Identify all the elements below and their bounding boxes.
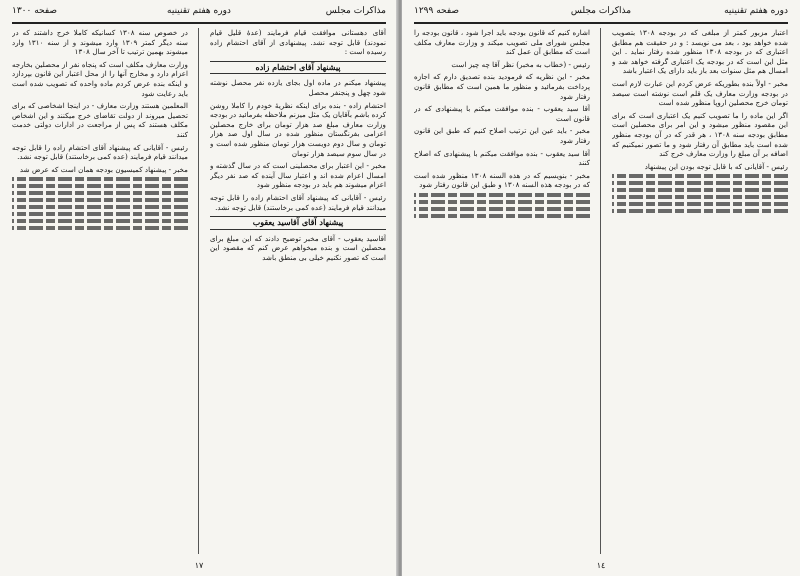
text-filler <box>414 207 590 211</box>
text-filler <box>612 202 788 206</box>
paragraph: مخبر - پیشنهاد کمیسیون بودجه همان است که عرض شد <box>19 164 188 174</box>
text-filler <box>12 198 188 202</box>
header-session: دوره هفتم تقنینیه <box>724 6 788 16</box>
paragraph: رئیس - آقایانی که با قابل توجه بودن این پیشنهاد <box>644 161 788 171</box>
paragraph: مخبر - بنویسیم که در هذه السنه ۱۳۰۸ منظور شده است که در بودجه هذه السنه ۱۳۰۸ و طبق این قانون رفتار شود <box>414 170 590 190</box>
paragraph: در خصوص سنه ۱۳۰۸ کسانیکه کاملا خرج داشتند که در سنه دیگر کمتر ۱۳۰۹ وارد میشوند و از سنه ۱۳۱۰ وارد میشوند بهمین ترتیب تا آخر سال ۱۳۰۸ <box>12 28 188 57</box>
paragraph: رئیس - آقایانی که پیشنهاد آقای احتشام زاده را قابل توجه میدانند قیام فرمایند (عده کمی برخاستند) قابل توجه نشد. <box>12 142 188 162</box>
paragraph: آقا سید یعقوب - بنده موافقت میکنم با پیشنهادی که در قانون است <box>414 104 590 123</box>
paragraph: مخبر - اولاً بنده بطوریکه عرض کردم این عبارت لازم است در بودجه وزارت معارف یک قلم است نوشته است سیصد تومان خرج محصلین اروپا منظور شده است <box>612 78 788 108</box>
left-page-column-left <box>12 28 188 554</box>
text-filler <box>612 188 788 192</box>
paragraph: المعلمین هستند وزارت معارف - در اینجا اشخاصی که برای تحصیل میروند از دولت تقاضای خرج میکنند و این اشخاص مکلف هستند که پس از مراجعت در ادارات دولتی خدمت کنند <box>12 101 188 139</box>
header-journal: مذاكرات مجلس <box>325 6 386 16</box>
paragraph: آقاسید یعقوب - آقای مخبر توضیح دادند که این مبلغ برای محصلین است و بنده میخواهم عرض کنم که مقصود این است که تصور نکنیم خیلی بی منطق باشد <box>210 233 386 262</box>
text-filler <box>612 174 788 178</box>
paragraph: رئیس - (خطاب به مخبر) نظر آقا چه چیز است <box>451 59 590 69</box>
paragraph: مخبر - باید عین این ترتیب اصلاح کنیم که طبق این قانون رفتار شود <box>414 126 590 145</box>
header-session: دوره هفتم تقنينيه <box>167 6 231 16</box>
left-page <box>0 0 398 576</box>
header-rule <box>414 22 788 24</box>
paragraph: آقای دهستانی موافقت قیام فرمایند (عدهٔ قلیل قیام نمودند) قابل توجه نشد. پیشنهادی از آقای احتشام زاده رسیده است : <box>210 28 386 57</box>
right-page-column-right <box>612 28 788 554</box>
text-filler <box>612 195 788 199</box>
text-filler <box>612 181 788 185</box>
column-divider <box>198 28 199 554</box>
paragraph: اعتبار مزبور کمتر از مبلغی که در بودجه ۱۳۰۸ بتصویب شده خواهد بود ، بعد می نویسد : و در حقیقت هم مطابق اعتباری که در بودجه ۱۳۰۸ منظور شده رفتار نماید . این مثل این است که در بودجه یک اعتباری گرفته خواهد شد و امسال هم مثل سنوات بعد باز باید دارای یک اعتبار باشد <box>612 28 788 76</box>
right-page-header <box>414 6 788 22</box>
section-heading: پیشنهاد آقای احتشام زاده <box>210 61 386 75</box>
text-filler <box>12 191 188 195</box>
header-rule <box>12 22 386 24</box>
paragraph: اشاره کنیم که قانون بودجه باید اجرا شود ، قانون بودجه را مجلس شورای ملی تصویب میکند و وزارت معارف مکلف است که مطابق آن عمل کند <box>414 28 590 57</box>
left-page-column-right <box>210 28 386 554</box>
text-filler <box>12 205 188 209</box>
text-filler <box>612 209 788 213</box>
left-page-header <box>12 6 386 22</box>
page-number: ١٧ <box>194 561 204 570</box>
text-filler <box>12 212 188 216</box>
paragraph: آقا سید یعقوب - بنده موافقت میکنم با پیشنهادی که اصلاح کنند <box>414 148 590 168</box>
paragraph: اگر این ماده را ما تصویب کنیم یک اعتباری است که برای این مقصود منظور میشود و این امر برای محصلین است مطابق بودجه سنه ۱۳۰۸ ، هر قدر که در آن بودجه منظور شده است باید مطابق آن رفتار شود و ما تصور نمیکنیم که اضافه بر آن مبلغ را وزارت معارف خرج کند <box>612 110 788 159</box>
text-filler <box>12 219 188 223</box>
text-filler <box>414 214 590 218</box>
paragraph: احتشام زاده - بنده برای اینکه نظریهٔ خودم را کاملا روشن کرده باشم بآقایان یک مثل میزنم ملاحظه بفرمائید در بودجه وزارت معارف مبلغ صد هزار تومان برای خارج محصلین اعزامی بفرنگستان منظور شده در سال اول صد هزار تومان و سال دوم دویست هزار تومان منظور شده است و در سال سوم سیصد هزار تومان <box>210 100 386 158</box>
paragraph: مخبر - این اعتبار برای محصلینی است که در سال گذشته و امسال اعزام شده اند و اعتبار سال آینده که صد نفر دیگر اعزام میشوند هم باید در بودجه منظور شود <box>210 161 386 190</box>
text-filler <box>12 226 188 230</box>
text-filler <box>12 177 188 181</box>
right-page-column-left <box>414 28 590 554</box>
paragraph: وزارت معارف مکلف است که پنجاه نفر از محصلین بخارجه اعزام دارد و مخارج آنها را از محل اعتبار این قانون بپردازد و اینکه بنده عرض کردم ماده واحده که تصویب شده است باید رعایت شود <box>12 59 188 98</box>
header-page-label: صفحه ١٢٩٩ <box>414 6 460 16</box>
header-page-label: صفحه ١٣٠٠ <box>12 6 58 16</box>
page-number: ١٤ <box>596 561 606 570</box>
section-heading: پیشنهاد آقای آقاسید یعقوب <box>210 216 386 230</box>
paragraph: رئیس - آقایانی که پیشنهاد آقای احتشام زاده را قابل توجه میدانند قیام فرمایند (عده کمی برخاستند) قابل توجه نشد. <box>210 192 386 212</box>
right-page <box>402 0 800 576</box>
paragraph: مخبر - این نظریه که فرمودید بنده تصدیق دارم که اجازه پرداخت بفرمائید و منظور ما همین است که مطابق قانون رفتار شود <box>414 72 590 101</box>
paragraph: پیشنهاد میکنم در ماده اول بجای یازده نفر محصل نوشته شود چهل و پنجنفر محصل <box>210 78 386 97</box>
text-filler <box>414 200 590 204</box>
text-filler <box>12 184 188 188</box>
header-journal: مذاكرات مجلس <box>570 6 632 16</box>
text-filler <box>414 193 590 197</box>
column-divider <box>600 28 601 554</box>
